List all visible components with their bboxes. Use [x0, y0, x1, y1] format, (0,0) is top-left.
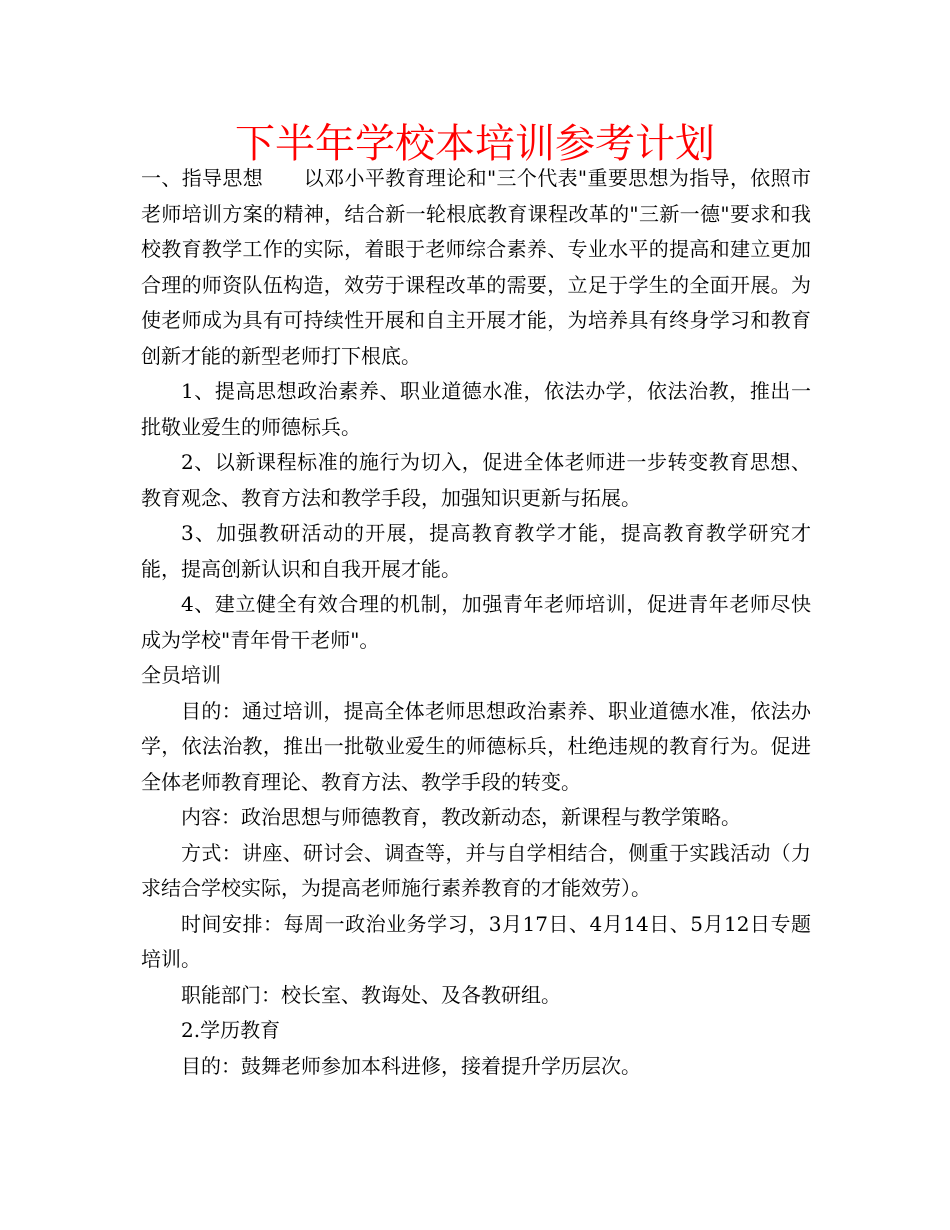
paragraph-content: 内容：政治思想与师德教育，教改新动态，新课程与教学策略。: [181, 805, 741, 829]
paragraph-purpose: 目的：通过培训，提高全体老师思想政治素养、职业道德水准，依法办学，依法治教，推出一批敬业爱生的师德标兵，杜绝违规的教育行为。促进全体老师教育理论、教育方法、教学手段的转变。: [141, 698, 811, 794]
paragraph-item-1: 1、提高思想政治素养、职业道德水准，依法办学，依法治教，推出一批敬业爱生的师德标兵。: [141, 379, 811, 439]
paragraph-academic-purpose: 目的：鼓舞老师参加本科进修，接着提升学历层次。: [181, 1053, 641, 1078]
document-body: [141, 161, 811, 1084]
paragraph-method: 方式：讲座、研讨会、调查等，并与自学相结合，侧重于实践活动（力求结合学校实际，为提高老师施行素养教育的才能效劳）。: [141, 840, 811, 900]
paragraph-item-3: 3、加强教研活动的开展，提高教育教学才能，提高教育教学研究才能，提高创新认识和自我开展才能。: [141, 521, 811, 581]
paragraph-schedule: 时间安排：每周一政治业务学习，3月17日、4月14日、5月12日专题培训。: [141, 911, 811, 971]
paragraph-item-4: 4、建立健全有效合理的机制，加强青年老师培训，促进青年老师尽快成为学校"青年骨干老师"。: [141, 592, 811, 652]
section-heading-academic-education: 2.学历教育: [181, 1018, 281, 1042]
section-heading-all-staff-training: 全员培训: [141, 663, 221, 687]
paragraph-item-2: 2、以新课程标准的施行为切入，促进全体老师进一步转变教育思想、教育观念、教育方法和教学手段，加强知识更新与拓展。: [141, 450, 811, 510]
paragraph-departments: 职能部门：校长室、教诲处、及各教研组。: [181, 982, 561, 1007]
document-title: 下半年学校本培训参考计划: [235, 121, 715, 167]
paragraph-guiding-ideology: 一、指导思想 以邓小平教育理论和"三个代表"重要思想为指导，依照市老师培训方案的精神，结合新一轮根底教育课程改革的"三新一德"要求和我校教育教学工作的实际，着眼于老师综合素养、专业水平的提高和建立更加合理的师资队伍构造，效劳于课程改革的需要，立足于学生的全面开展。为使老师成为具有可持续性开展和自主开展才能，为培养具有终身学习和教育创新才能的新型老师打下根底。: [141, 166, 811, 368]
